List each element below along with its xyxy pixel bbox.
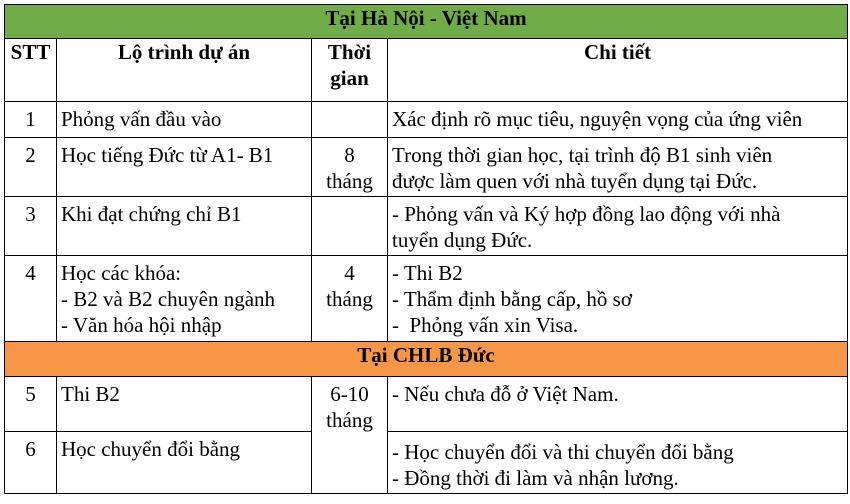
detail-line: tuyển dụng Đức.: [392, 228, 533, 252]
detail-line: - Đồng thời đi làm và nhận lương.: [392, 466, 679, 490]
detail-line: - Phỏng vấn xin Visa.: [392, 313, 579, 337]
table-row: [5, 197, 848, 256]
cell-route: [57, 197, 312, 256]
route-line: Khi đạt chứng chỉ B1: [61, 202, 242, 226]
detail-line: - Thi B2: [392, 261, 463, 285]
cell-stt: 2: [5, 138, 57, 197]
section-row-hanoi: [5, 5, 848, 39]
section-row-germany: [5, 342, 848, 377]
cell-time: [312, 256, 388, 342]
time-line: 6-10: [330, 382, 369, 406]
detail-line: - Nếu chưa đỗ ở Việt Nam.: [392, 382, 619, 406]
detail-line: được làm quen với nhà tuyển dụng tại Đức.: [392, 169, 758, 193]
cell-stt: 5: [5, 377, 57, 432]
time-line: 4: [344, 261, 355, 285]
cell-detail: [388, 138, 848, 197]
route-line: - B2 và B2 chuyên ngành: [61, 287, 276, 311]
table-row: [5, 102, 848, 138]
header-time: [312, 39, 388, 102]
header-route: Lộ trình dự án: [57, 39, 312, 102]
cell-time: [312, 377, 388, 494]
route-line: Phỏng vấn đầu vào: [61, 107, 222, 131]
header-detail: Chi tiết: [388, 39, 848, 102]
time-line: tháng: [326, 169, 373, 193]
header-time-line-2: gian: [330, 66, 369, 90]
project-roadmap-table: [4, 4, 848, 494]
route-line: Học tiếng Đức từ A1- B1: [61, 143, 274, 167]
cell-stt: 3: [5, 197, 57, 256]
detail-line: - Thẩm định bằng cấp, hồ sơ: [392, 287, 632, 311]
cell-time: [312, 197, 388, 256]
time-line: 8: [344, 143, 355, 167]
cell-time: [312, 138, 388, 197]
detail-line: - Học chuyển đổi và thi chuyển đổi bằng: [392, 440, 734, 464]
cell-detail: [388, 256, 848, 342]
time-line: tháng: [326, 287, 373, 311]
cell-route: [57, 432, 312, 494]
cell-stt: 6: [5, 432, 57, 494]
table-row: [5, 377, 848, 432]
cell-route: [57, 102, 312, 138]
cell-detail: [388, 197, 848, 256]
section-title-germany: Tại CHLB Đức: [5, 342, 848, 377]
cell-stt: 1: [5, 102, 57, 138]
table-row: [5, 432, 848, 494]
route-line: - Văn hóa hội nhập: [61, 313, 222, 337]
cell-stt: 4: [5, 256, 57, 342]
table-row: [5, 256, 848, 342]
cell-route: [57, 138, 312, 197]
cell-route: [57, 256, 312, 342]
time-line: tháng: [326, 408, 373, 432]
cell-route: [57, 377, 312, 432]
detail-line: Trong thời gian học, tại trình độ B1 sinh viên: [392, 143, 773, 167]
detail-line: Xác định rõ mục tiêu, nguyện vọng của ứng viên: [392, 107, 803, 131]
table-row: [5, 138, 848, 197]
route-line: Thi B2: [61, 382, 120, 406]
cell-detail: [388, 432, 848, 494]
header-stt: STT: [5, 39, 57, 102]
cell-detail: [388, 102, 848, 138]
header-row: [5, 39, 848, 102]
section-title-hanoi: Tại Hà Nội - Việt Nam: [5, 5, 848, 39]
header-time-line-1: Thời: [327, 40, 372, 64]
route-line: Học các khóa:: [61, 261, 182, 285]
route-line: Học chuyển đổi bằng: [61, 437, 241, 461]
cell-detail: [388, 377, 848, 432]
detail-line: - Phỏng vấn và Ký hợp đồng lao động với nhà: [392, 202, 781, 226]
cell-time: [312, 102, 388, 138]
